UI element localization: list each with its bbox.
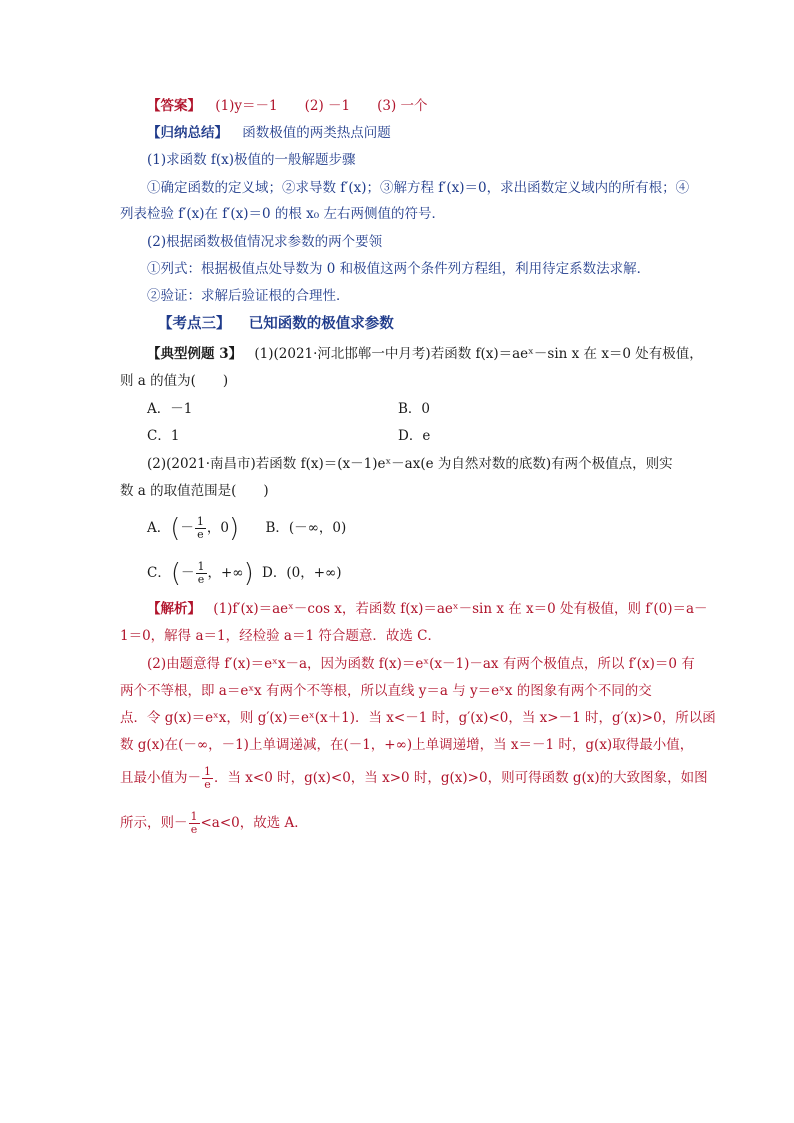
analysis-text-7: 且最小值为－ $\frac{1}{e}$ ．当 x<0 时，g(x)<0，当 x>0 时，g(x)>0，则可得函数 g(x)的大致图象，如图 bbox=[120, 765, 708, 791]
summary-tag: 【归纳总结】 bbox=[147, 125, 228, 141]
q2-option-a-label: A． bbox=[147, 520, 171, 536]
q1-text-2: 则 a 的值为( ) bbox=[120, 373, 229, 389]
q2-option-c-label: C． bbox=[147, 565, 171, 581]
summary-p6: ②验证：求解后验证根的合理性． bbox=[147, 288, 350, 304]
example-tag: 【典型例题 3】 bbox=[147, 346, 243, 362]
summary-p5: ①列式：根据极值点处导数为 0 和极值这两个条件列方程组，利用待定系数法求解． bbox=[147, 261, 651, 277]
summary-p3: 列表检验 f′(x)在 f′(x)＝0 的根 x₀ 左右两侧值的符号． bbox=[120, 206, 445, 222]
answer-tag: 【答案】 bbox=[147, 98, 201, 114]
example-line-1 bbox=[147, 344, 703, 364]
analysis-text-5: 点．令 g(x)＝eˣx，则 g′(x)＝eˣ(x＋1)．当 x<－1 时，g′(x)<0，当 x>－1 时，g′(x)>0，所以函 bbox=[120, 710, 716, 726]
analysis-text-2: 1＝0，解得 a＝1，经检验 a＝1 符合题意．故选 C． bbox=[120, 628, 441, 644]
section-tag: 【考点三】 bbox=[158, 316, 231, 332]
analysis-text-1: (1)f′(x)＝aeˣ－cos x，若函数 f(x)＝aeˣ－sin x 在 x＝0 处有极值，则 f′(0)＝a－ bbox=[213, 601, 708, 617]
analysis-text-3: (2)由题意得 f′(x)＝eˣx－a，因为函数 f(x)＝eˣ(x－1)－ax 有两个极值点，所以 f′(x)＝0 有 bbox=[147, 656, 695, 672]
q2-option-c-rest: ，+∞ bbox=[207, 565, 244, 581]
summary-p4: (2)根据函数极值情况求参数的两个要领 bbox=[147, 234, 383, 250]
q2-option-b: B．(－∞，0) bbox=[265, 520, 347, 536]
analysis-text-8: 所示，则－ $\frac{1}{e}$ <a<0，故选 A． bbox=[120, 810, 308, 836]
analysis-fraction-1: $\frac{1}{e}$ bbox=[204, 765, 211, 791]
answer-text: (1)y＝－1 (2) －1 (3) 一个 bbox=[215, 98, 428, 114]
summary-title: 函数极值的两类热点问题 bbox=[242, 125, 391, 141]
summary-p2: ①确定函数的定义域；②求导数 f′(x)；③解方程 f′(x)＝0，求出函数定义域内的所有根；④ bbox=[147, 180, 690, 196]
q2-option-a-fraction: $\frac{1}{e}$ bbox=[196, 515, 204, 541]
q2-text-1: (2)(2021·南昌市)若函数 f(x)＝(x－1)eˣ－ax(e 为自然对数的底数)有两个极值点，则实 bbox=[147, 456, 673, 472]
q1-option-d: D．e bbox=[398, 428, 431, 444]
section-heading bbox=[158, 314, 394, 334]
summary-p1: (1)求函数 f(x)极值的一般解题步骤 bbox=[147, 152, 356, 168]
q2-option-a-rest: ，0 bbox=[206, 520, 229, 536]
answer-line bbox=[147, 96, 428, 116]
q2-option-d: D．(0，+∞) bbox=[262, 565, 342, 581]
analysis-text-4: 两个不等根，即 a＝eˣx 有两个不等根，所以直线 y＝a 与 y＝eˣx 的图象有两个不同的交 bbox=[120, 683, 652, 699]
q2-option-c-fraction: $\frac{1}{e}$ bbox=[197, 560, 205, 586]
q2-options-ab: A．(－ $\frac{1}{e}$ ，0) B．(－∞，0) bbox=[147, 513, 347, 544]
analysis-text-6: 数 g(x)在(－∞，－1)上单调递减，在(－1，+∞)上单调递增，当 x＝－1 时，g(x)取得最小值， bbox=[120, 737, 694, 753]
q2-options-cd: C．(－ $\frac{1}{e}$ ，+∞) D．(0，+∞) bbox=[147, 558, 342, 589]
section-title: 已知函数的极值求参数 bbox=[248, 316, 394, 332]
q1-option-a: A．－1 bbox=[147, 401, 193, 417]
q1-option-b: B．0 bbox=[398, 401, 431, 417]
analysis-tag: 【解析】 bbox=[147, 601, 201, 617]
q1-option-c: C．1 bbox=[147, 428, 180, 444]
analysis-line-1 bbox=[147, 599, 708, 619]
q1-text-1: (1)(2021·河北邯郸一中月考)若函数 f(x)＝aeˣ－sin x 在 x＝0 处有极值， bbox=[254, 346, 703, 362]
q2-text-2: 数 a 的取值范围是( ) bbox=[120, 483, 269, 499]
analysis-fraction-2: $\frac{1}{e}$ bbox=[190, 810, 198, 836]
summary-heading bbox=[147, 123, 391, 143]
